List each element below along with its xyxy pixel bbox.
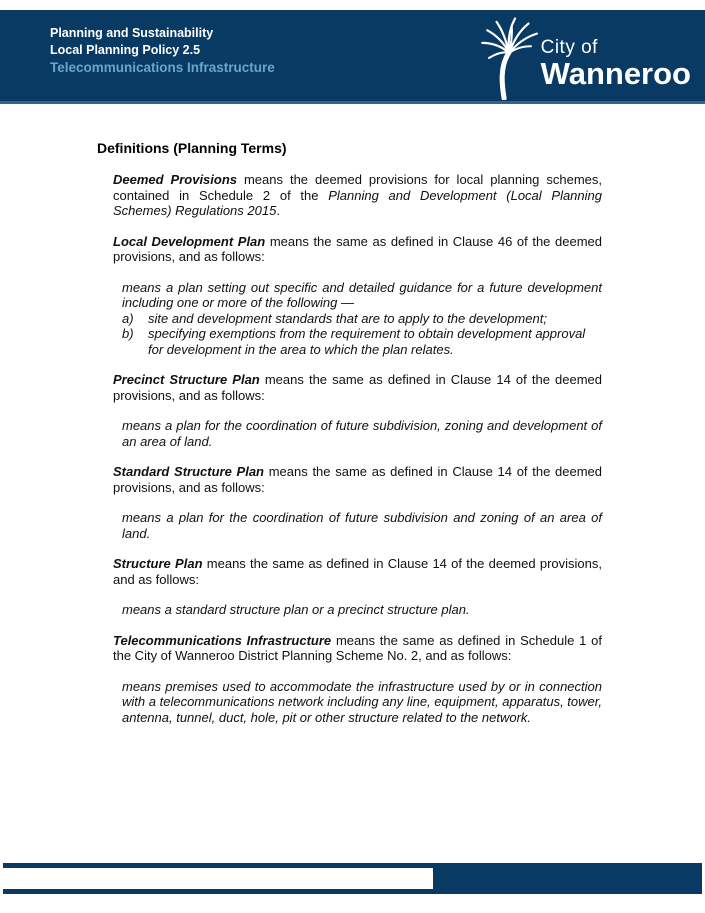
document-content (97, 139, 602, 725)
definition-local-development-plan: Local Development Plan means the same as defined in Clause 46 of the deemed provisions, and as follows: (113, 233, 602, 264)
definition-local-development-plan-list (122, 311, 602, 358)
header-title-block (50, 25, 275, 77)
header-policy-number: Local Planning Policy 2.5 (50, 43, 201, 57)
list-item-text: specifying exemptions from the requirement to obtain development approval for development in the area to which the plan relates. (148, 326, 586, 357)
definition-structure-plan-quote: means a standard structure plan or a precinct structure plan. (122, 602, 470, 617)
logo-wordmark (541, 38, 691, 89)
definition-precinct-structure-plan: Precinct Structure Plan means the same as defined in Clause 14 of the deemed provisions, and as follows: (113, 372, 602, 403)
page-title: Definitions (Planning Terms) (97, 140, 287, 156)
header-department: Planning and Sustainability (50, 26, 214, 40)
definition-precinct-structure-plan-quote: means a plan for the coordination of future subdivision, zoning and development of an area of land. (122, 418, 602, 449)
list-item (122, 311, 602, 327)
header-policy-title: Telecommunications Infrastructure (50, 60, 275, 75)
definition-local-development-plan-quote: means a plan setting out specific and detailed guidance for a future development including one or more of the following — (122, 279, 602, 310)
definition-standard-structure-plan-quote: means a plan for the coordination of future subdivision and zoning of an area of land. (122, 510, 602, 541)
grass-tree-icon (471, 16, 549, 100)
footer-accent-block (433, 863, 702, 894)
definition-telecommunications-infrastructure: Telecommunications Infrastructure means the same as defined in Schedule 1 of the City of Wanneroo District Planning Scheme No. 2, and as follows: (113, 632, 602, 663)
header-band (0, 10, 705, 104)
definition-structure-plan: Structure Plan means the same as defined in Clause 14 of the deemed provisions, and as follows: (113, 556, 602, 587)
list-item-text: site and development standards that are to apply to the development; (148, 310, 547, 326)
footer-rule (3, 863, 702, 894)
list-item (122, 326, 602, 357)
definition-standard-structure-plan: Standard Structure Plan means the same as defined in Clause 14 of the deemed provisions, and as follows: (113, 464, 603, 495)
list-item-label: a) (122, 310, 134, 326)
definition-deemed-provisions: Deemed Provisions means the deemed provisions for local planning schemes, contained in Schedule 2 of the Planning and Development (Local Planning Schemes) Regulations 2015. (113, 172, 603, 218)
list-item-label: b) (122, 326, 134, 341)
city-of-wanneroo-logo (471, 16, 691, 100)
logo-city-of: City of (540, 37, 598, 58)
logo-wanneroo: Wanneroo (540, 56, 691, 91)
definition-telecommunications-infrastructure-quote: means premises used to accommodate the infrastructure used by or in connection with a telecommunications network including any line, equipment, apparatus, tower, antenna, tunnel, duct, hole, pit or other structure related to the network. (122, 678, 602, 725)
